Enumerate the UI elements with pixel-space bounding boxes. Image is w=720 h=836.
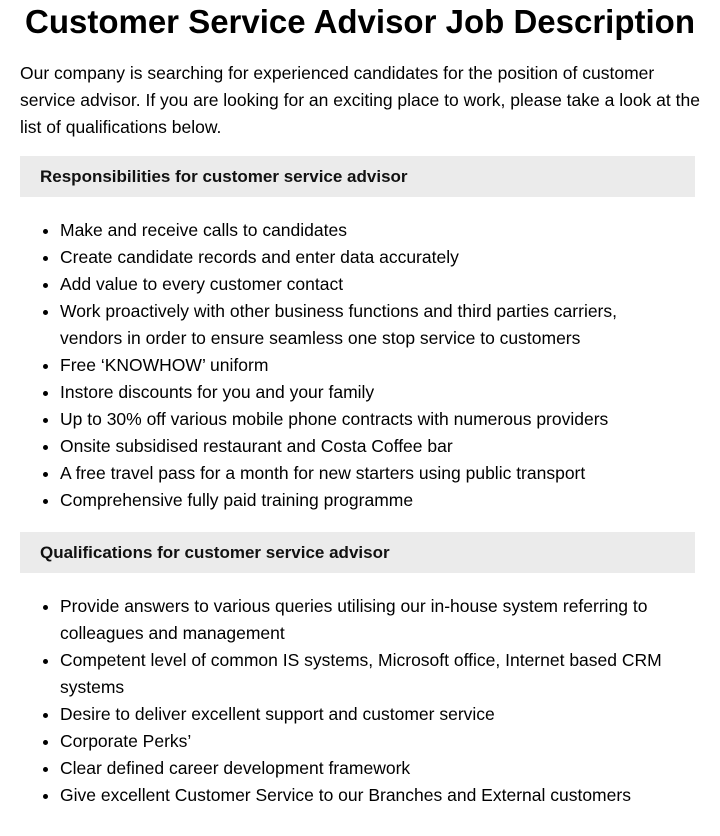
intro-paragraph: Our company is searching for experienced candidates for the position of customer service advisor. If you are looking for an exciting place to work, please take a look at the list of qualifications below. (20, 63, 700, 137)
list-item: • Onsite subsidised restaurant and Costa Coffee bar (60, 433, 680, 460)
list-item: • Up to 30% off various mobile phone contracts with numerous providers (60, 406, 680, 433)
list-item: • Add value to every customer contact (60, 271, 680, 298)
qualifications-heading: Qualifications for customer service advisor (20, 532, 695, 573)
list-item: • Work proactively with other business functions and third parties carriers, vendors in order to ensure seamless one stop service to customers (60, 298, 680, 352)
list-item: • Free ‘KNOWHOW’ uniform (60, 352, 680, 379)
list-item: • Instore discounts for you and your family (60, 379, 680, 406)
responsibilities-heading: Responsibilities for customer service advisor (20, 156, 695, 197)
list-item: • Competent level of common IS systems, Microsoft office, Internet based CRM systems (60, 647, 680, 701)
list-item: • A free travel pass for a month for new starters using public transport (60, 460, 680, 487)
page-title: Customer Service Advisor Job Description (25, 3, 695, 40)
list-item: • Provide answers to various queries utilising our in-house system referring to colleagues and management (60, 593, 680, 647)
list-item: • Corporate Perks’ (60, 728, 680, 755)
responsibilities-list (20, 217, 680, 514)
list-item: • Comprehensive fully paid training programme (60, 487, 680, 514)
qualifications-list (20, 593, 680, 809)
list-item: • Give excellent Customer Service to our Branches and External customers (60, 782, 680, 809)
list-item: • Make and receive calls to candidates (60, 217, 680, 244)
list-item: • Desire to deliver excellent support and customer service (60, 701, 680, 728)
list-item: • Clear defined career development framework (60, 755, 680, 782)
list-item: • Create candidate records and enter data accurately (60, 244, 680, 271)
